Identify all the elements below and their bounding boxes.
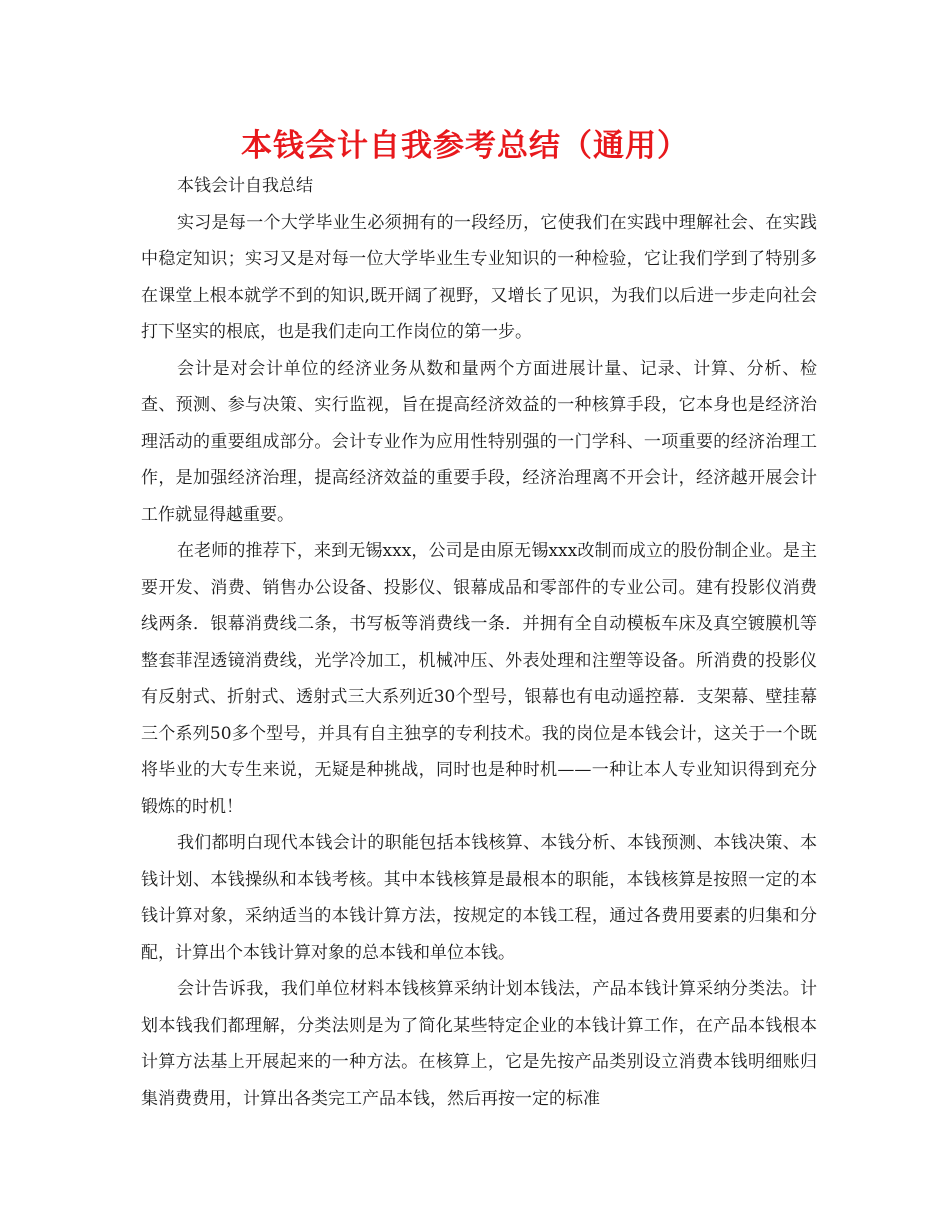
paragraph-3: 在老师的推荐下，来到无锡xxx，公司是由原无锡xxx改制而成立的股份制企业。是主要开发、消费、销售办公设备、投影仪、银幕成品和零部件的专业公司。建有投影仪消费线两条．银幕消费线二条，书写板等消费线一条．并拥有全自动模板车床及真空镀膜机等整套菲涅透镜消费线，光学冷加工，机械冲压、外表处理和注塑等设备。所消费的投影仪有反射式、折射式、透射式三大系列近30个型号，银幕也有电动遥控幕．支架幕、壁挂幕三个系列50多个型号，并具有自主独享的专利技术。我的岗位是本钱会计，这关于一个既将毕业的大专生来说，无疑是种挑战，同时也是种时机——一种让本人专业知识得到充分锻炼的时机！ bbox=[141, 541, 817, 817]
document-title: 本钱会计自我参考总结（通用） bbox=[241, 128, 689, 164]
document-body bbox=[141, 168, 817, 1117]
paragraph-1: 实习是每一个大学毕业生必须拥有的一段经历，它使我们在实践中理解社会、在实践中稳定知识；实习又是对每一位大学毕业生专业知识的一种检验，它让我们学到了特别多在课堂上根本就学不到的知识,既开阔了视野，又增长了见识，为我们以后进一步走向社会打下坚实的根底，也是我们走向工作岗位的第一步。 bbox=[141, 212, 817, 342]
paragraph-4: 我们都明白现代本钱会计的职能包括本钱核算、本钱分析、本钱预测、本钱决策、本钱计划、本钱操纵和本钱考核。其中本钱核算是最根本的职能，本钱核算是按照一定的本钱计算对象，采纳适当的本钱计算方法，按规定的本钱工程，通过各费用要素的归集和分配，计算出个本钱计算对象的总本钱和单位本钱。 bbox=[141, 833, 817, 963]
document-subtitle: 本钱会计自我总结 bbox=[177, 176, 313, 196]
paragraph-5: 会计告诉我，我们单位材料本钱核算采纳计划本钱法，产品本钱计算采纳分类法。计划本钱我们都理解，分类法则是为了简化某些特定企业的本钱计算工作，在产品本钱根本计算方法基上开展起来的一种方法。在核算上，它是先按产品类别设立消费本钱明细账归集消费费用，计算出各类完工产品本钱，然后再按一定的标准 bbox=[141, 979, 817, 1109]
paragraph-2: 会计是对会计单位的经济业务从数和量两个方面进展计量、记录、计算、分析、检查、预测、参与决策、实行监视，旨在提高经济效益的一种核算手段，它本身也是经济治理活动的重要组成部分。会计专业作为应用性特别强的一门学科、一项重要的经济治理工作，是加强经济治理，提高经济效益的重要手段，经济治理离不开会计，经济越开展会计工作就显得越重要。 bbox=[141, 358, 817, 525]
